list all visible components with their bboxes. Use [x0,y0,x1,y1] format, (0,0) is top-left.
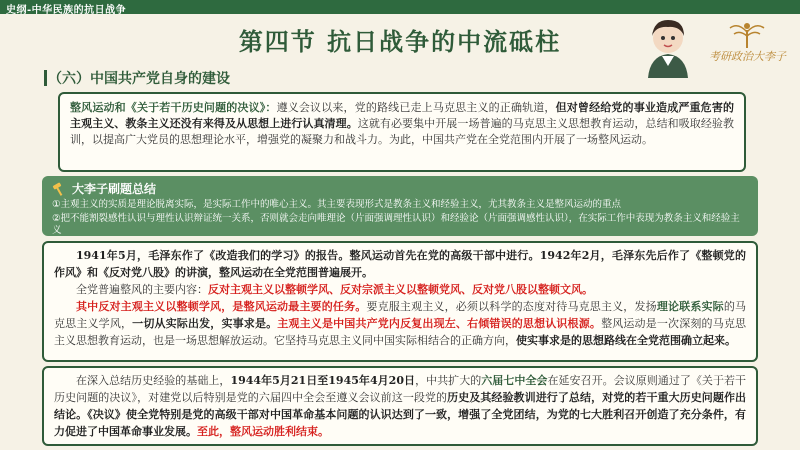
box4-a: 在深入总结历史经验的基础上， [76,374,231,387]
box3-paragraph-3 [54,298,746,349]
box4-e: ，对党的若干重大历史问题作出结论。《决议》使全党特别是党的高级干部对中国革命基本问题的认识达到了一致，增强了全党团结，为党的七大胜利召开创造了充分条件，有力促进了中国革命事业发展。 [54,391,747,438]
box3-p3-red2: 主观主义是中国共产党内反复出现左、右倾错误的思想认识根源。 [277,317,602,330]
summary-line-1: ①主观主义的实质是理论脱离实际，是实际工作中的唯心主义。其主要表现形式是教条主义和经验主义，尤其教条主义是整风运动的重点 [52,199,622,210]
box3-p3-g3: 使实事求是的思想路线在全党范围确立起来。 [516,334,736,347]
section-title: （六）中国共产党自身的建设 [48,71,230,87]
rectification-intro-box [58,92,746,172]
page-title: 第四节 抗日战争的中流砥柱 [238,28,562,56]
section-marker [44,70,47,86]
resolution-box [42,366,758,446]
box4-c: ，中共扩大的 [415,374,482,387]
hammer-icon [52,182,66,196]
summary-line-2: ②把不能割裂感性认识与理性认识辩证统一关系，否则就会走向唯理论（片面强调理性认识）和经验论（片面强调感性认识），在实际工作中表现为教条主义和经验主义 [52,213,740,236]
summary-heading [52,180,748,197]
box4-b1: 1944年5月21日至1945年4月20日 [230,374,416,387]
box3-p3-b: 的马克思主义学风， [54,300,747,330]
box1-text1: 遵义会议以来，党的路线已走上马克思主义的正确轨道， [276,101,556,114]
rectification-process-box [42,241,758,362]
logo-text: 考研政治大李子 [709,50,786,63]
box3-p3-g2: 一切从实际出发，实事求是。 [132,317,278,330]
box4-b2: 六届七中全会 [481,374,548,387]
top-bar [0,0,800,14]
avatar [640,16,696,78]
box3-p3-red: 其中反对主观主义以整顿学风，是整风运动最主要的任务。 [76,300,367,313]
box3-p3-a: 要克服主观主义，必须以科学的态度对待马克思主义，发扬 [366,300,657,313]
summary-heading-text: 大李子刷题总结 [72,182,157,196]
box4-paragraph [54,372,746,440]
summary-box [42,176,758,236]
box1-bold1: 但对曾经给党的事业造成严重危害的主观主义、教条主义还没有来得及从思想上进行认真清理。 [70,101,735,130]
box4-d: 在延安召开。会议原则通过了《关于若干历史问题的决议》，对建党以后特别是党的六届四中全会至遵义会议前这一段党的 [54,374,747,404]
box4-red: 至此，整风运动胜利结束。 [197,425,329,438]
box1-text2: 这就有必要集中开展一场普遍的马克思主义思想教育运动，总结和吸取经验教训，以提高广大党员的思想理论水平，增强党的凝聚力和战斗力。为此，中国共产党在全党范围内开展了一场整风运动。 [70,117,735,146]
box4-b3: 历史及其经验教训进行了总结 [447,391,592,404]
box3-paragraph-1: 1941年5月，毛泽东作了《改造我们的学习》的报告。整风运动首先在党的高级干部中进行。1942年2月，毛泽东先后作了《整顿党的作风》和《反对党八股》的讲演，整风运动在全党范围普遍展开。 [54,249,746,279]
box3-p2-red: 反对主观主义以整顿学风、反对宗派主义以整顿党风、反对党八股以整顿文风。 [208,283,593,296]
box3-p3-g1: 理论联系实际 [656,300,724,313]
box3-p3-c: 整风运动是一次深刻的马克思主义思想教育运动，也是一场思想解放运动。它坚持马克思主义同中国实际相结合的正确方向， [54,317,747,347]
tree-icon [700,18,795,50]
breadcrumb: 史纲-中华民族的抗日战争 [6,5,127,16]
brand-logo [700,18,795,66]
box3-paragraph-2 [54,281,746,298]
box3-p2-a: 全党普遍整风的主要内容： [76,283,208,296]
box1-lead: 整风运动和《关于若干历史问题的决议》： [70,101,277,114]
